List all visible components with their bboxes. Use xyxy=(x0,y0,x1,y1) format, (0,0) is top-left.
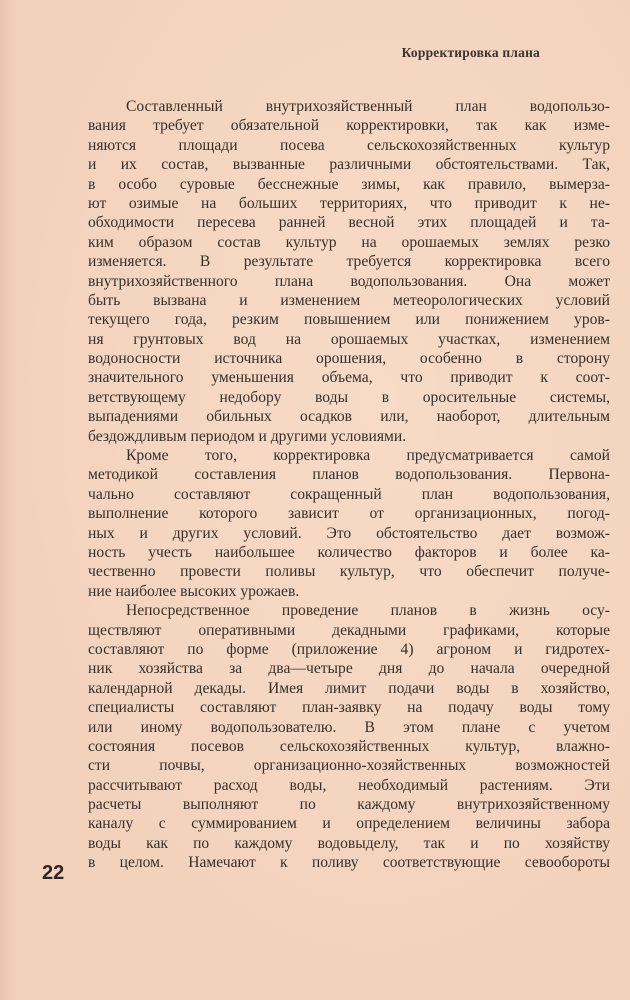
text-line: расчеты выполняют по каждому внутрихозяйственному xyxy=(88,796,610,814)
text-line: и их состав, вызванные различными обстоятельствами. Так, xyxy=(88,156,610,174)
text-line: в особо суровые бесснежные зимы, как правило, вымерза- xyxy=(88,175,610,193)
text-line: специалисты составляют план-заявку на подачу воды тому xyxy=(88,699,610,717)
body-text xyxy=(88,97,610,873)
text-line: ществляют оперативными декадными графиками, которые xyxy=(88,621,610,639)
text-line: рассчитывают расход воды, необходимый растениям. Эти xyxy=(88,776,610,794)
text-line: состояния посевов сельскохозяйственных культур, влажно- xyxy=(88,737,610,755)
text-line: в целом. Намечают к поливу соответствующие севообороты xyxy=(88,854,610,872)
text-line: Составленный внутрихозяйственный план водопользо- xyxy=(126,98,610,115)
text-line: значительного уменьшения объема, что приводит к соот- xyxy=(88,369,610,387)
text-line: чально составляют сокращенный план водопользования, xyxy=(88,485,610,503)
text-line: изменяется. В результате требуется корректировка всего xyxy=(88,253,610,271)
text-line: текущего года, резким повышением или понижением уров- xyxy=(88,311,610,329)
text-line: каналу с суммированием и определением величины забора xyxy=(88,815,610,833)
text-line: ных и других условий. Это обстоятельство дает возмож- xyxy=(88,524,610,542)
text-line: выполнение которого зависит от организационных, погод- xyxy=(88,505,610,523)
text-line: календарной декады. Имея лимит подачи воды в хозяйство, xyxy=(88,679,610,697)
text-line: воды как по каждому водовыделу, так и по хозяйству xyxy=(88,834,610,852)
page-number: 22 xyxy=(42,862,65,884)
text-line: водоносности источника орошения, особенно в сторону xyxy=(88,350,610,368)
text-line: бездождливым периодом и другими условиями. xyxy=(88,427,407,445)
text-line: ние наиболее высоких урожаев. xyxy=(88,582,300,600)
text-line: или иному водопользователю. В этом плане с учетом xyxy=(88,718,610,736)
text-line: Кроме того, корректировка предусматривается самой xyxy=(126,447,610,465)
text-line: чественно провести поливы культур, что обеспечит получе- xyxy=(88,563,610,581)
text-line: ня грунтовых вод на орошаемых участках, изменением xyxy=(88,330,610,348)
text-line: сти почвы, организационно-хозяйственных возможностей xyxy=(88,757,610,775)
text-line: ют озимые на больших территориях, что приводит к не- xyxy=(88,194,610,212)
text-line: составляют по форме (приложение 4) агроном и гидротех- xyxy=(88,640,610,658)
text-line: быть вызвана и изменением метеорологических условий xyxy=(88,291,610,309)
text-line: Непосредственное проведение планов в жизнь осу- xyxy=(126,602,610,620)
running-head: Корректировка плана xyxy=(401,45,540,60)
text-line: внутрихозяйственного плана водопользования. Она может xyxy=(88,272,610,290)
text-line: ность учесть наибольшее количество факторов и более ка- xyxy=(88,543,610,561)
text-line: методикой составления планов водопользования. Первона- xyxy=(88,466,610,484)
text-line: няются площади посева сельскохозяйственных культур xyxy=(88,136,610,154)
text-line: ветствующему недобору воды в оросительные системы, xyxy=(88,388,610,406)
text-line: вания требует обязательной корректировки, так как изме- xyxy=(88,117,610,135)
text-line: ник хозяйства за два—четыре дня до начала очередной xyxy=(88,660,610,678)
text-line: выпадениями обильных осадков или, наоборот, длительным xyxy=(88,408,610,426)
text-line: ким образом состав культур на орошаемых землях резко xyxy=(88,233,610,251)
text-line: обходимости пересева ранней весной этих площадей и та- xyxy=(88,214,610,232)
